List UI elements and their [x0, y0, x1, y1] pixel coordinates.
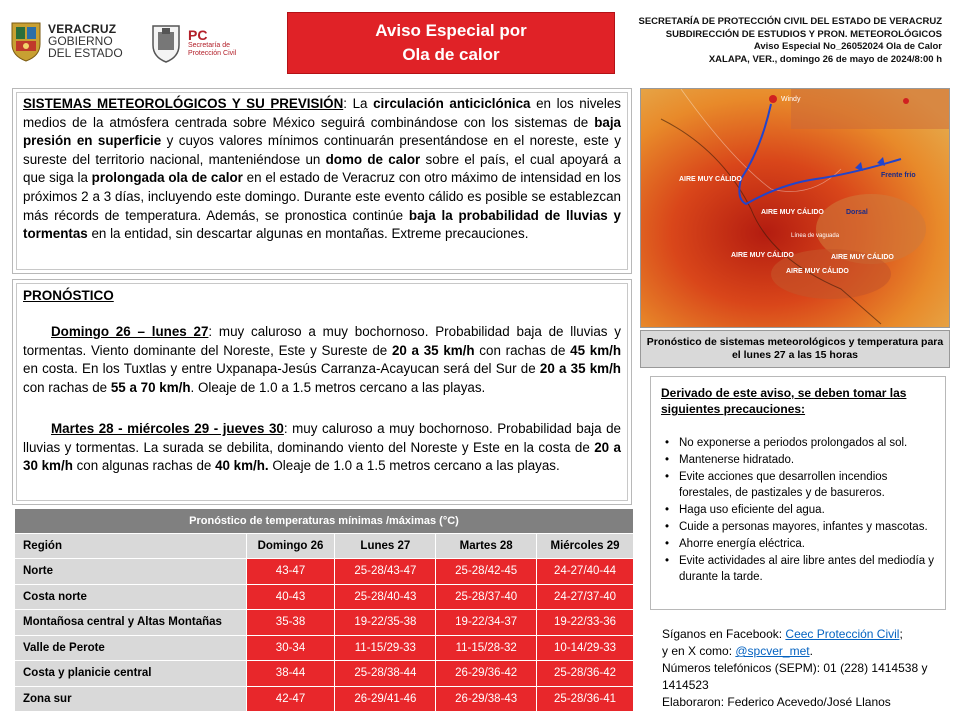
logo-line-3: DEL ESTADO — [48, 46, 123, 60]
precautions-heading: Derivado de este aviso, se deben tomar las siguientes precauciones: — [661, 386, 907, 416]
temp-cell: 26-29/38-43 — [436, 686, 537, 712]
issuer-line-4: XALAPA, VER., domingo 26 de mayo de 2024/8:00 h — [708, 53, 942, 65]
temp-cell: 11-15/28-32 — [436, 635, 537, 661]
pc-shield-icon — [148, 23, 184, 63]
map-label-aire-2: AIRE MUY CÁLIDO — [761, 209, 824, 216]
temp-cell: 25-28/36-42 — [537, 661, 634, 687]
issuer-line-2: SUBDIRECCIÓN DE ESTUDIOS Y PRON. METEOROLÓGICOS — [665, 28, 942, 40]
authors: Elaboraron: Federico Acevedo/José Llanos — [662, 695, 891, 709]
temp-cell: 35-38 — [246, 610, 335, 636]
precaution-item: • Cuide a personas mayores, infantes y mascotas. — [665, 519, 935, 536]
precaution-item: • Evite acciones que desarrollen incendios forestales, de pastizales y de basureros. — [665, 469, 935, 503]
pc-subtitle-1: Secretaría de — [188, 42, 231, 50]
map-label-aire-5: AIRE MUY CÁLIDO — [831, 254, 894, 261]
region-cell: Valle de Perote — [15, 635, 247, 661]
table-row — [15, 686, 634, 712]
sistemas-section — [12, 88, 632, 274]
map-label-frente: Frente frío — [881, 172, 916, 179]
map-label-linea: Línea de vaguada — [791, 233, 840, 239]
weather-map-image — [641, 89, 950, 328]
table-row — [15, 559, 634, 585]
region-cell: Costa norte — [15, 584, 247, 610]
pronostico-paragraph-1: Domingo 26 – lunes 27: muy caluroso a muy bochornoso. Probabilidad baja de lluvias y tormentas. Viento dominante del Noreste, Este y Sureste de 20 a 35 km/h con rachas de 45 km/h en costa. En los Tuxtlas y entre Uxpanapa-Jesús Carranza-Acayucan será del Sur de 20 a 35 km/h con rachas de 55 a 70 km/h. Oleaje de 1.0 a 1.5 metros cercano a las playas. — [23, 324, 622, 395]
pc-subtitle-2: Protección Civil — [188, 50, 237, 57]
temp-cell: 24-27/37-40 — [537, 584, 634, 610]
weather-map — [640, 88, 950, 328]
table-row — [15, 610, 634, 636]
precautions-box — [650, 376, 946, 610]
precaution-item: • Haga uso eficiente del agua. — [665, 502, 935, 519]
veracruz-logo-text — [48, 23, 123, 59]
facebook-link[interactable]: Ceec Protección Civil — [785, 627, 900, 641]
table-row — [15, 584, 634, 610]
issuer-line-1: SECRETARÍA DE PROTECCIÓN CIVIL DEL ESTADO DE VERACRUZ — [638, 16, 942, 27]
temp-cell: 30-34 — [246, 635, 335, 661]
precautions-list — [665, 435, 935, 586]
map-label-aire-3: AIRE MUY CÁLIDO — [731, 252, 794, 259]
sistemas-heading: SISTEMAS METEOROLÓGICOS Y SU PREVISIÓN — [23, 96, 344, 111]
temp-cell: 40-43 — [246, 584, 335, 610]
bulletin-title — [287, 12, 615, 74]
logo-line-1: VERACRUZ — [48, 22, 117, 36]
facebook-line: Síganos en Facebook: Ceec Protección Civil; — [662, 627, 903, 641]
precaution-item: • Ahorre energía eléctrica. — [665, 536, 935, 553]
pronostico-paragraph-2: Martes 28 - miércoles 29 - jueves 30: muy caluroso a muy bochornoso. Probabilidad baja de lluvias y tormentas. La surada se debilita, dominando viento del Noreste y Este en la costa de 20 a 30 km/h con algunas rachas de 40 km/h. Oleaje de 1.0 a 1.5 metros cercano a las playas. — [23, 421, 622, 474]
veracruz-shield-icon — [8, 20, 44, 62]
header-region: Región — [15, 534, 247, 559]
header-day-2: Lunes 27 — [335, 534, 436, 559]
table-header-row — [15, 534, 634, 559]
proteccion-civil-logo — [148, 22, 258, 64]
temp-cell: 19-22/35-38 — [335, 610, 436, 636]
region-cell: Zona sur — [15, 686, 247, 712]
temp-cell: 25-28/40-43 — [335, 584, 436, 610]
temp-cell: 26-29/41-46 — [335, 686, 436, 712]
pc-title: PC — [188, 27, 208, 44]
temp-cell: 26-29/36-42 — [436, 661, 537, 687]
logo-line-2: GOBIERNO — [48, 34, 113, 48]
temp-cell: 11-15/29-33 — [335, 635, 436, 661]
temp-cell: 25-28/36-41 — [537, 686, 634, 712]
pronostico-heading: PRONÓSTICO — [23, 288, 114, 303]
header-day-4: Miércoles 29 — [537, 534, 634, 559]
temp-cell: 19-22/34-37 — [436, 610, 537, 636]
veracruz-logo — [8, 18, 126, 64]
sistemas-text: SISTEMAS METEOROLÓGICOS Y SU PREVISIÓN: La circulación anticiclónica en los niveles medios de la atmósfera centrada sobre México seguirá combinándose con los sistemas de baja presión en superficie y cuyos valores mínimos continuarán presentándose en el noreste, este y sureste del territorio nacional, manteniéndose un domo de calor sobre el país, el cual apoyará a que siga la prolongada ola de calor en el estado de Veracruz con otro máximo de intensidad en los próximos 2 a 3 días, incluyendo este domingo. Durante este evento cálido es posible se establezcan más récords de temperatura. Además, se pronostica continúe baja la probabilidad de lluvias y tormentas en la entidad, sin descartar algunas en montañas. Extreme precauciones. — [23, 96, 621, 242]
table-title: Pronóstico de temperaturas mínimas /máximas (°C) — [15, 509, 634, 534]
temp-cell: 25-28/37-40 — [436, 584, 537, 610]
temp-cell: 43-47 — [246, 559, 335, 585]
x-link[interactable]: @spcver_met — [735, 644, 810, 658]
precaution-item: • Mantenerse hidratado. — [665, 452, 935, 469]
region-cell: Montañosa central y Altas Montañas — [15, 610, 247, 636]
temp-cell: 25-28/42-45 — [436, 559, 537, 585]
table-row — [15, 635, 634, 661]
temp-cell: 42-47 — [246, 686, 335, 712]
header-day-1: Domingo 26 — [246, 534, 335, 559]
temp-cell: 19-22/33-36 — [537, 610, 634, 636]
precaution-item: • Evite actividades al aire libre antes del mediodía y durante la tarde. — [665, 553, 935, 587]
pronostico-section — [12, 279, 632, 505]
map-label-dorsal: Dorsal — [846, 209, 868, 216]
temp-cell: 25-28/43-47 — [335, 559, 436, 585]
title-line-1: Aviso Especial por — [375, 21, 527, 40]
map-caption: Pronóstico de sistemas meteorológicos y temperatura para el lunes 27 a las 15 horas — [640, 330, 950, 368]
issuer-info — [622, 16, 942, 66]
map-label-aire-4: AIRE MUY CÁLIDO — [786, 268, 849, 275]
temp-cell: 10-14/29-33 — [537, 635, 634, 661]
map-label-windy: Windy — [781, 96, 801, 103]
precaution-item: • No exponerse a periodos prolongados al sol. — [665, 435, 935, 452]
phone-numbers: Números telefónicos (SEPM): 01 (228) 1414538 y 1414523 — [662, 661, 928, 692]
header-day-3: Martes 28 — [436, 534, 537, 559]
temp-cell: 38-44 — [246, 661, 335, 687]
temp-cell: 25-28/38-44 — [335, 661, 436, 687]
temperature-table — [14, 508, 634, 712]
title-line-2: Ola de calor — [402, 45, 500, 64]
region-cell: Costa y planicie central — [15, 661, 247, 687]
contact-info — [662, 626, 952, 711]
issuer-line-3: Aviso Especial No_26052024 Ola de Calor — [753, 41, 942, 52]
map-label-aire-1: AIRE MUY CÁLIDO — [679, 176, 742, 183]
table-row — [15, 661, 634, 687]
temp-cell: 24-27/40-44 — [537, 559, 634, 585]
region-cell: Norte — [15, 559, 247, 585]
x-line: y en X como: @spcver_met. — [662, 644, 813, 658]
